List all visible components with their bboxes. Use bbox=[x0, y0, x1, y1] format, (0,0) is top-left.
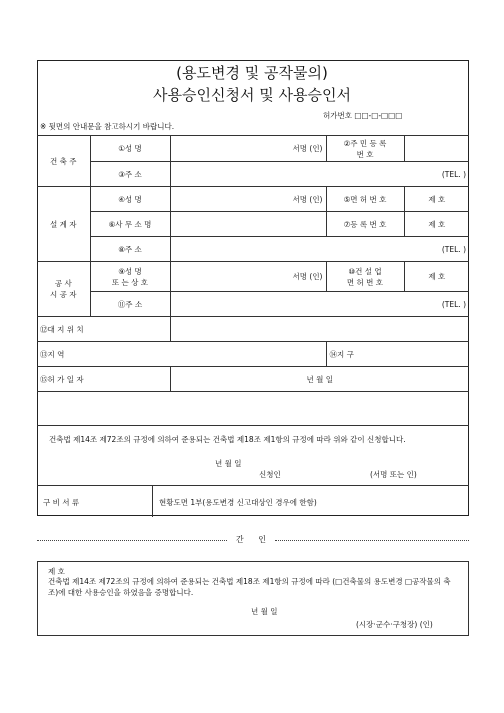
designer-label: 설 계 자 bbox=[37, 187, 90, 262]
attachments-section bbox=[37, 485, 469, 517]
certificate-date: 년 월 일 bbox=[251, 607, 278, 616]
designer-register-label: ⑦등 록 번 호 bbox=[326, 212, 404, 237]
designer-tel[interactable]: (TEL. ) bbox=[170, 237, 469, 262]
owner-name-label: ①성 명 bbox=[90, 136, 170, 162]
owner-address-label: ③주 소 bbox=[90, 162, 170, 187]
contractor-license-label bbox=[326, 262, 404, 292]
declaration-date: 년 월 일 bbox=[215, 459, 242, 468]
contractor-name-label bbox=[90, 262, 170, 292]
designer-address-label: ⑧주 소 bbox=[90, 237, 170, 262]
contractor-label-2: 시 공 자 bbox=[49, 290, 77, 299]
site-location-field[interactable] bbox=[170, 317, 469, 342]
contractor-license-label-2: 면 허 번 호 bbox=[346, 277, 384, 287]
permit-date-label: ⑮허 가 일 자 bbox=[37, 367, 170, 392]
contractor-name-label-1: ⑨성 명 bbox=[118, 266, 142, 276]
owner-reg-label-2: 번 호 bbox=[356, 149, 374, 159]
designer-license-value[interactable]: 제 호 bbox=[404, 187, 469, 212]
declaration-section bbox=[37, 425, 469, 486]
owner-label: 건 축 주 bbox=[37, 136, 90, 187]
designer-office-field[interactable] bbox=[170, 212, 326, 237]
certificate-number: 제 호 bbox=[48, 567, 65, 576]
designer-sign[interactable]: 서명 (인) bbox=[170, 187, 326, 212]
designer-license-label: ⑤면 허 번 호 bbox=[326, 187, 404, 212]
permit-number bbox=[323, 110, 402, 121]
district-label: ⑬지 역 bbox=[37, 342, 326, 367]
owner-reg-field[interactable] bbox=[404, 136, 469, 162]
application-table bbox=[37, 135, 469, 392]
notice-text: ※ 뒷면의 안내문을 참고하시기 바랍니다. bbox=[40, 122, 175, 131]
declaration-text: 건축법 제14조 제72조의 규정에 의하여 준용되는 건축법 제18조 제1항의 규정에 따라 위와 같이 신청합니다. bbox=[49, 435, 406, 444]
designer-register-value[interactable]: 제 호 bbox=[404, 212, 469, 237]
certificate-authority: (시장·군수·구청장) (인) bbox=[356, 620, 433, 629]
contractor-label-1: 공 사 bbox=[54, 279, 72, 288]
contractor-label bbox=[37, 262, 90, 317]
owner-reg-label bbox=[326, 136, 404, 162]
contractor-tel[interactable]: (TEL. ) bbox=[170, 292, 469, 317]
attachments-label: 구 비 서 류 bbox=[43, 498, 80, 507]
permit-date-value[interactable]: 년 월 일 bbox=[170, 367, 469, 392]
contractor-address-label: ⑪주 소 bbox=[90, 292, 170, 317]
contractor-name-label-2: 또 는 상 호 bbox=[111, 277, 149, 287]
applicant-label: 신청인 bbox=[259, 470, 281, 479]
owner-reg-label-1: ②주 민 등 록 bbox=[343, 138, 387, 148]
certificate-text: 건축법 제14조 제72조의 규정에 의하여 준용되는 건축법 제18조 제1항의 규정에 따라 (□건축물의 용도변경 □공작물의 축조)에 대한 사용승인을 하였음을 증명합니다. bbox=[48, 577, 451, 597]
designer-office-label: ⑥사 무 소 명 bbox=[90, 212, 170, 237]
site-location-label: ⑫대 지 위 치 bbox=[37, 317, 170, 342]
contractor-license-label-1: ⑩건 설 업 bbox=[348, 266, 382, 276]
cut-line-left bbox=[37, 540, 227, 541]
applicant-sign[interactable]: (서명 또는 인) bbox=[370, 470, 417, 479]
zone-label: ⑭지 구 bbox=[326, 342, 469, 367]
certificate-section bbox=[37, 561, 469, 636]
designer-name-label: ④성 명 bbox=[90, 187, 170, 212]
attachments-value: 현황도면 1부(용도변경 신고대상인 경우에 한함) bbox=[159, 498, 317, 507]
owner-sign[interactable]: 서명 (인) bbox=[170, 136, 326, 162]
form-title-line1: (용도변경 및 공작물의) bbox=[176, 64, 328, 82]
permit-number-value: □□-□-□□□ bbox=[354, 111, 403, 120]
permit-number-label: 허가번호 bbox=[323, 111, 352, 120]
owner-tel[interactable]: (TEL. ) bbox=[170, 162, 469, 187]
form-title-line2: 사용승인신청서 및 사용승인서 bbox=[153, 86, 351, 104]
attachments-divider bbox=[152, 486, 153, 517]
cut-line-right bbox=[275, 540, 469, 541]
cut-label: 간 인 bbox=[236, 535, 272, 544]
contractor-license-value[interactable]: 제 호 bbox=[404, 262, 469, 292]
contractor-sign[interactable]: 서명 (인) bbox=[170, 262, 326, 292]
